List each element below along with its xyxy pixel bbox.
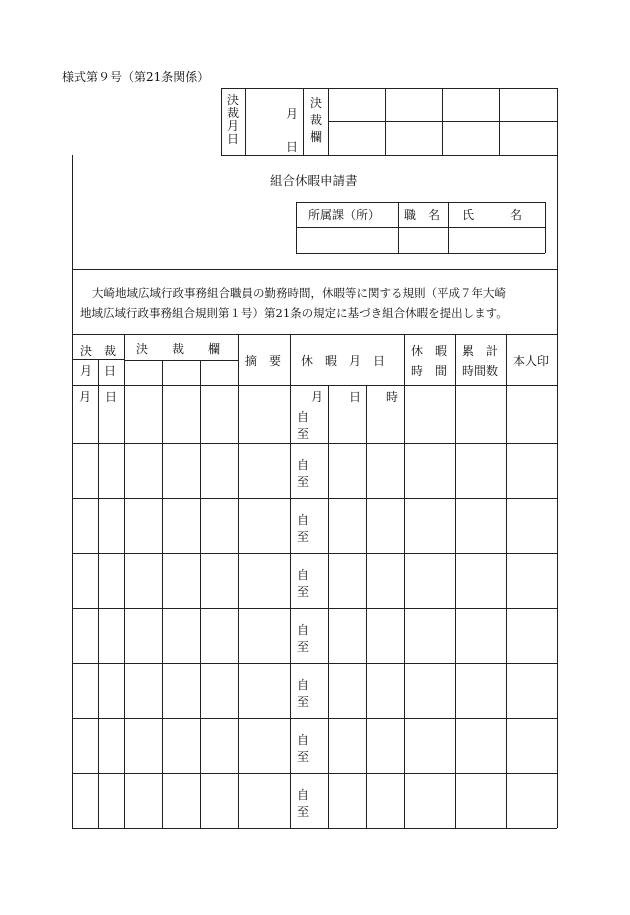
top-day-label: 日 bbox=[286, 140, 299, 154]
header-leave-date: 休 暇 月 日 bbox=[301, 354, 386, 368]
leave-hour-label: 時 bbox=[386, 390, 399, 404]
decision-column-label: 決裁欄 bbox=[309, 96, 322, 144]
from-label: 自 bbox=[297, 788, 310, 802]
header-summary: 摘 要 bbox=[245, 354, 282, 368]
header-leave: 休 暇 bbox=[411, 344, 448, 358]
header-hours: 時間数 bbox=[462, 364, 499, 378]
from-label: 自 bbox=[297, 410, 310, 424]
to-label: 至 bbox=[297, 640, 310, 654]
header-time: 時 間 bbox=[411, 364, 448, 378]
to-label: 至 bbox=[297, 750, 310, 764]
header-cumulative: 累 計 bbox=[462, 344, 499, 358]
to-label: 至 bbox=[297, 427, 310, 441]
department-header: 所属課（所） bbox=[308, 208, 381, 222]
to-label: 至 bbox=[297, 530, 310, 544]
header-month-day: 月 日 bbox=[80, 364, 117, 378]
job-title-field[interactable] bbox=[399, 228, 447, 252]
full-name-field[interactable] bbox=[449, 228, 544, 252]
header-decision: 決 裁 bbox=[80, 344, 117, 358]
leave-month-label: 月 bbox=[311, 390, 324, 404]
leave-day-label: 日 bbox=[349, 390, 362, 404]
from-label: 自 bbox=[297, 623, 310, 637]
statement-line-2: 地域広域行政事務組合規則第１号）第21条の規定に基づき組合休暇を提出します。 bbox=[80, 306, 508, 320]
to-label: 至 bbox=[297, 805, 310, 819]
to-label: 至 bbox=[297, 695, 310, 709]
job-title-header: 職 名 bbox=[404, 208, 441, 222]
from-label: 自 bbox=[297, 568, 310, 582]
header-decision-column: 決 裁 欄 bbox=[136, 342, 221, 356]
row-day-label: 日 bbox=[105, 390, 118, 404]
from-label: 自 bbox=[297, 733, 310, 747]
page-title: 組合休暇申請書 bbox=[270, 173, 358, 188]
row-month-label: 月 bbox=[79, 390, 92, 404]
statement-line-1: 大崎地域広域行政事務組合職員の勤務時間，休暇等に関する規則（平成７年大崎 bbox=[92, 286, 506, 300]
from-label: 自 bbox=[297, 513, 310, 527]
to-label: 至 bbox=[297, 475, 310, 489]
from-label: 自 bbox=[297, 678, 310, 692]
full-name-header: 氏 名 bbox=[462, 208, 523, 222]
form-number: 様式第９号（第21条関係） bbox=[62, 70, 210, 84]
decision-date-label: 決裁月日 bbox=[226, 93, 239, 146]
from-label: 自 bbox=[297, 458, 310, 472]
department-field[interactable] bbox=[297, 228, 397, 252]
to-label: 至 bbox=[297, 585, 310, 599]
header-seal: 本人印 bbox=[513, 354, 550, 368]
top-month-label: 月 bbox=[286, 107, 299, 121]
